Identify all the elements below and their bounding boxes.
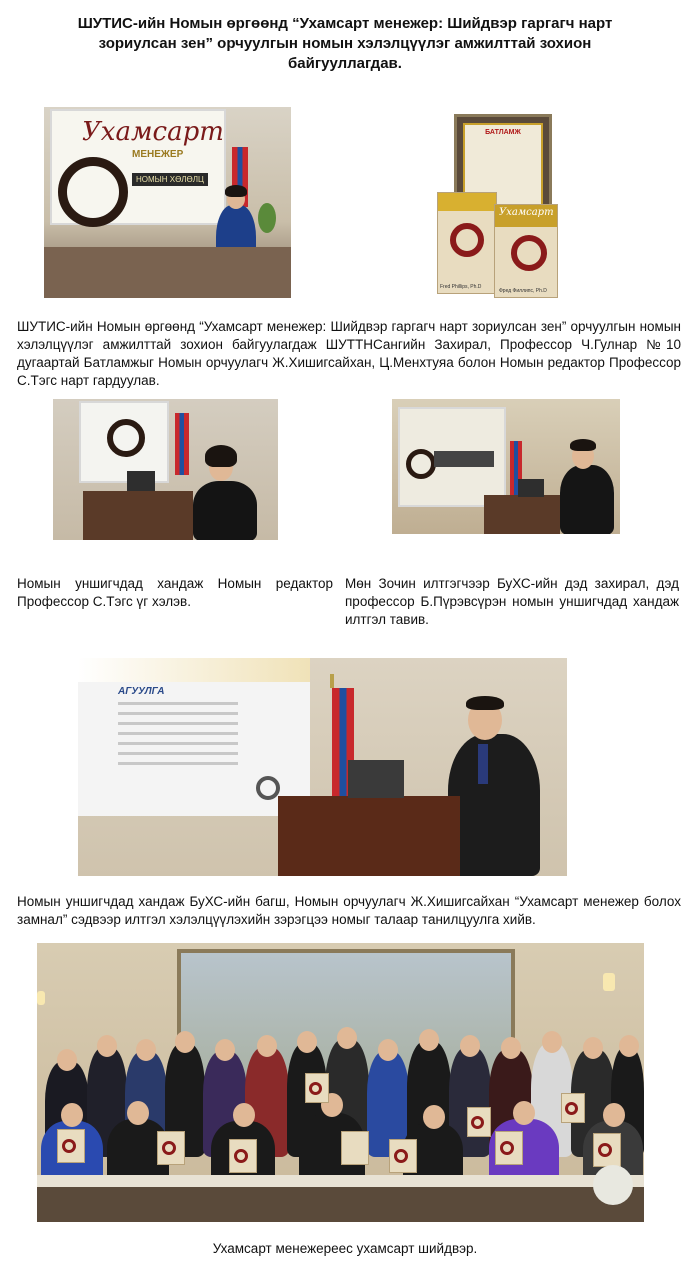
editor bbox=[193, 481, 257, 540]
caption-editor: Номын уншигчдад хандаж Номын редактор Профессор С.Тэгс үг хэлэв. bbox=[17, 576, 333, 609]
projection-screen bbox=[78, 658, 310, 816]
enso-circle-icon bbox=[58, 157, 128, 227]
paragraph-translator: Номын уншигчдад хандаж БуХС-ийн багш, Номын орчуулагч Ж.Хишигсайхан “Ухамсарт менежер болох замнал” сэдвээр илтгэл хэлэлцүүлэхийн зэрэгцээ номыг талаар танилцуулга хийв. bbox=[17, 894, 681, 927]
laptop bbox=[348, 760, 404, 798]
laptop bbox=[518, 479, 544, 497]
held-book bbox=[229, 1139, 257, 1173]
book-english: Fred Phillips, Ph.D bbox=[437, 192, 497, 294]
photo-certificate-books bbox=[432, 114, 560, 298]
photo-editor-speaking bbox=[53, 399, 278, 540]
held-book bbox=[57, 1129, 85, 1163]
page-title: ШУТИС-ийн Номын өргөөнд “Ухамсарт менежер: Шийдвэр гаргагч нарт зориулсан зен” орчуулгын номын хэлэлцүүлэг амжилттай зохион байгууллагдав. bbox=[77, 15, 613, 72]
held-book bbox=[561, 1093, 585, 1123]
photo-translator-presenting bbox=[78, 658, 567, 876]
held-book bbox=[467, 1107, 491, 1137]
lectern bbox=[484, 495, 560, 534]
photo-group bbox=[37, 943, 644, 1222]
caption-final: Ухамсарт менежереес ухамсарт шийдвэр. bbox=[212, 1241, 478, 1256]
lectern bbox=[83, 491, 193, 540]
slide-heading: АГУУЛГА bbox=[118, 686, 165, 697]
certificate-label: БАТЛАМЖ bbox=[485, 129, 521, 136]
book-mongolian: Ухамсарт Фред Филлипс, Ph.D bbox=[494, 204, 558, 298]
slide-title: Ухамсарт bbox=[82, 117, 224, 147]
laptop bbox=[127, 471, 155, 491]
caption-guest-speaker: Мөн Зочин илтгэгчээр БуХС-ийн дэд захирал, дэд профессор Б.Пүрэвсүрэн номын уншигчдад хандаж илтгэл тавив. bbox=[345, 576, 679, 627]
photo-presentation-slide bbox=[44, 107, 291, 298]
slide-subtitle: МЕНЕЖЕР bbox=[132, 149, 184, 160]
held-book bbox=[593, 1133, 621, 1167]
photo-guest-speaker bbox=[392, 399, 620, 534]
certificate-held bbox=[341, 1131, 369, 1165]
paragraph-certificate: ШУТИС-ийн Номын өргөөнд “Ухамсарт менежер: Шийдвэр гаргагч нарт зориулсан зен” орчуулгын номын хэлэлцүүлэг амжилттай зохион байгуулагдаж ШУТТНСангийн Захирал, Профессор Ч.Гулнар №10 дугаартай Батламжыг Номын орчуулагч Ж.Хишигсайхан, Ц.Менхтуяа болон Номын редактор Профессор С.Тэгс нарт гардуулав. bbox=[17, 319, 681, 388]
slide-label: НОМЫН ХӨЛӨЛЦ bbox=[132, 173, 208, 186]
flower-decoration bbox=[258, 203, 276, 233]
guest-speaker bbox=[560, 465, 614, 534]
lectern bbox=[278, 796, 460, 876]
translator bbox=[448, 734, 540, 876]
held-book bbox=[389, 1139, 417, 1173]
flower-decoration bbox=[593, 1165, 633, 1205]
held-book bbox=[305, 1073, 329, 1103]
held-book bbox=[157, 1131, 185, 1165]
held-book bbox=[495, 1131, 523, 1165]
